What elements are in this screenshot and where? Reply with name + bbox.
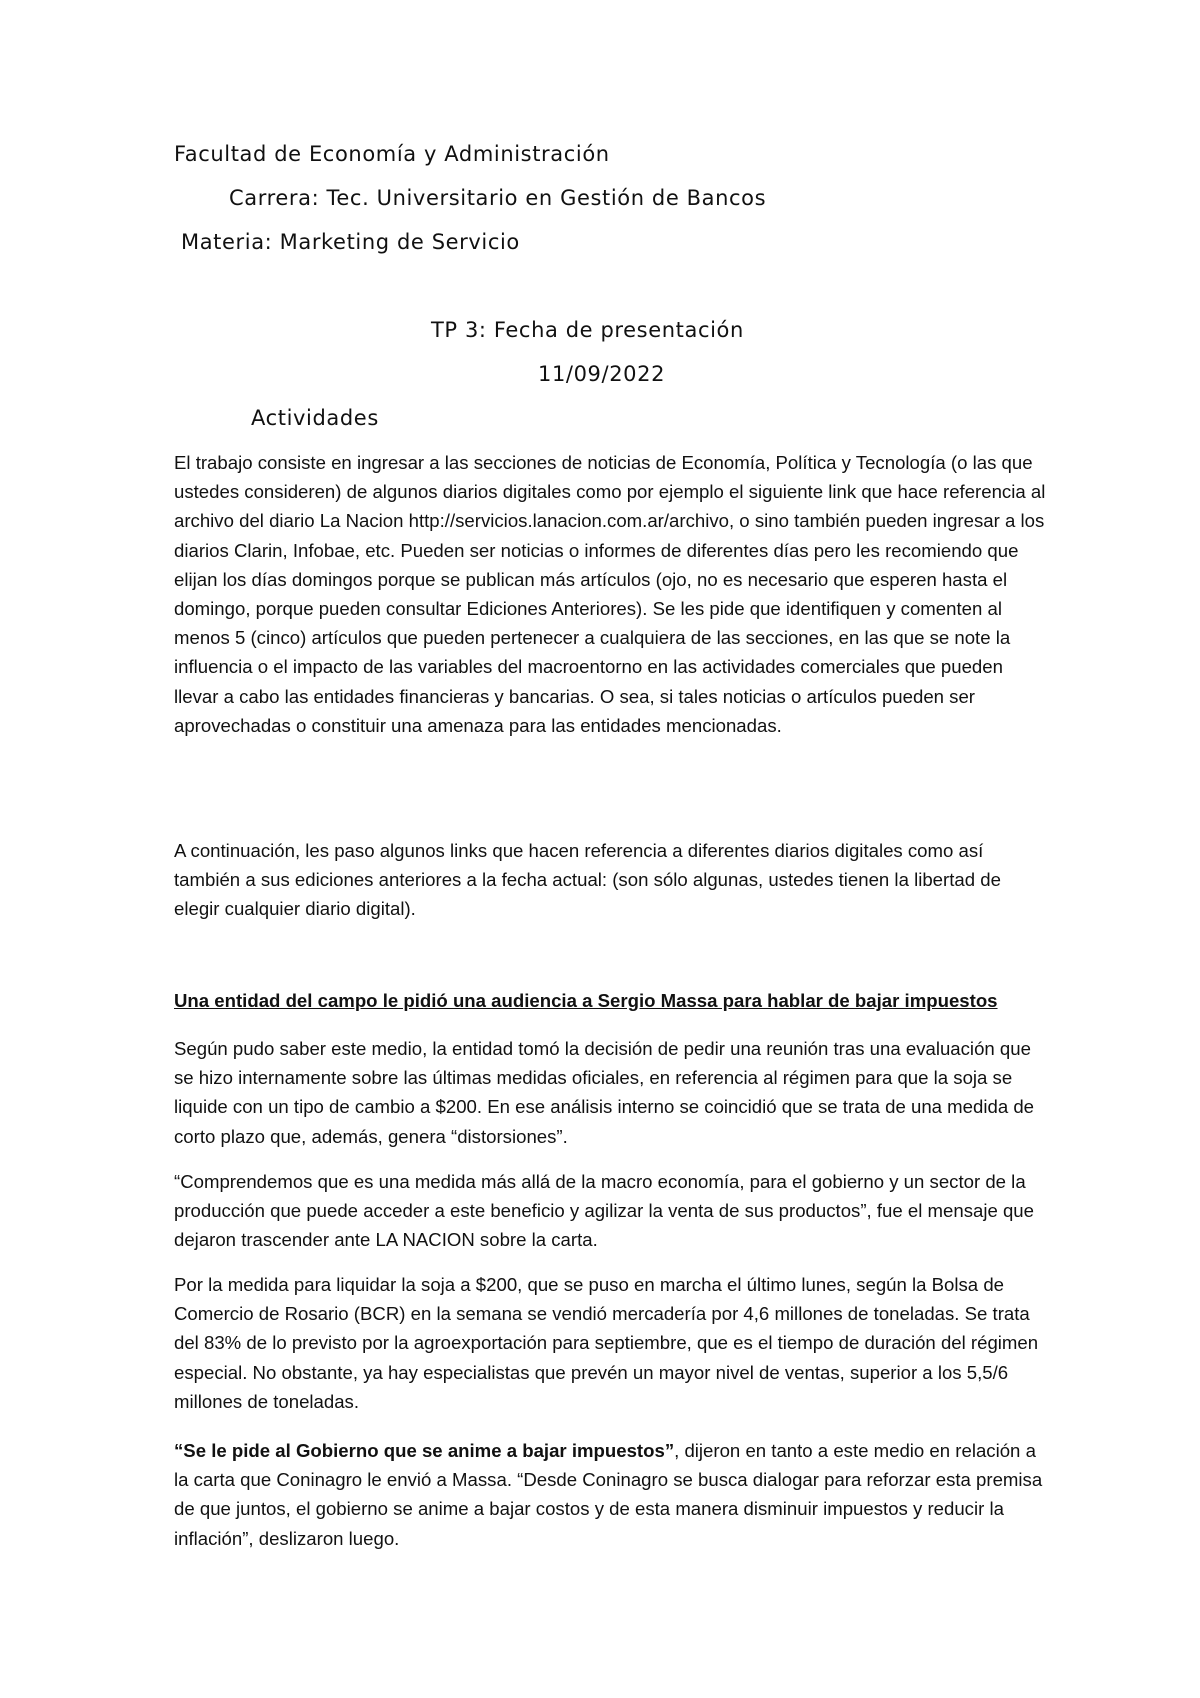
- activities-text: El trabajo consiste en ingresar a las secciones de noticias de Economía, Política y Tecnología (o las que ustedes consideren) de algunos diarios digitales como por ejemplo el siguiente link que hace referencia al archivo del diario La Nacion http://servicios.lanacion.com.ar/archivo, o sino también pueden ingresar a los diarios Clarin, Infobae, etc. Pueden ser noticias o informes de diferentes días pero les recomiendo que elijan los días domingos porque se publican más artículos (ojo, no es necesario que esperen hasta el domingo, porque pueden consultar Ediciones Anteriores). Se les pide que identifiquen y comenten al menos 5 (cinco) artículos que pueden pertenecer a cualquiera de las secciones, en las que se note la influencia o el impacto de las variables del macroentorno en las actividades comerciales que pueden llevar a cabo las entidades financieras y bancarias. O sea, si tales noticias o artículos pueden ser aprovechadas o constituir una amenaza para las entidades mencionadas.: [174, 452, 1046, 736]
- article-text-3: Por la medida para liquidar la soja a $200, que se puso en marcha el último lunes, según la Bolsa de Comercio de Rosario (BCR) en la semana se vendió mercadería por 4,6 millones de toneladas. Se trata del 83% de lo previsto por la agroexportación para septiembre, que es el tiempo de duración del régimen especial. No obstante, ya hay especialistas que prevén un mayor nivel de ventas, superior a los 5,5/6 millones de toneladas.: [174, 1274, 1039, 1412]
- article-paragraph-2: [174, 1167, 1046, 1255]
- activities-paragraph: [174, 448, 1046, 740]
- tp-title: TP 3: Fecha de presentación: [431, 318, 744, 342]
- section-heading: Actividades: [251, 406, 379, 430]
- article-paragraph-1: [174, 1034, 1046, 1151]
- subject-line: Materia: Marketing de Servicio: [181, 230, 520, 254]
- quote-bold: “Se le pide al Gobierno que se anime a bajar impuestos”: [174, 1440, 675, 1461]
- due-date: 11/09/2022: [538, 362, 666, 386]
- article-paragraph-4: [174, 1436, 1046, 1553]
- links-intro-paragraph: [174, 836, 1046, 924]
- article-text-1: Según pudo saber este medio, la entidad tomó la decisión de pedir una reunión tras una evaluación que se hizo internamente sobre las últimas medidas oficiales, en referencia al régimen para que la soja se liquide con un tipo de cambio a $200. En ese análisis interno se coincidió que se trata de una medida de corto plazo que, además, genera “distorsiones”.: [174, 1038, 1035, 1147]
- faculty-title: Facultad de Economía y Administración: [174, 142, 610, 166]
- career-line: Carrera: Tec. Universitario en Gestión de Bancos: [229, 186, 767, 210]
- article-headline: Una entidad del campo le pidió una audiencia a Sergio Massa para hablar de bajar impuestos: [174, 990, 998, 1011]
- article-paragraph-3: [174, 1270, 1046, 1416]
- links-intro-text: A continuación, les paso algunos links que hacen referencia a diferentes diarios digitales como así también a sus ediciones anteriores a la fecha actual: (son sólo algunas, ustedes tienen la libertad de elegir cualquier diario digital).: [174, 840, 1001, 920]
- article-text-4: [174, 1436, 1046, 1553]
- article-text-2: “Comprendemos que es una medida más allá de la macro economía, para el gobierno y un sector de la producción que puede acceder a este beneficio y agilizar la venta de sus productos”, fue el mensaje que dejaron trascender ante LA NACION sobre la carta.: [174, 1171, 1034, 1251]
- quote-rest: , dijeron en tanto a este medio en relación a la carta que Coninagro le envió a Massa. “Desde Coninagro se busca dialogar para reforzar esta premisa de que juntos, el gobierno se anime a bajar costos y de esta manera disminuir impuestos y reducir la inflación”, deslizaron luego.: [174, 1440, 1043, 1549]
